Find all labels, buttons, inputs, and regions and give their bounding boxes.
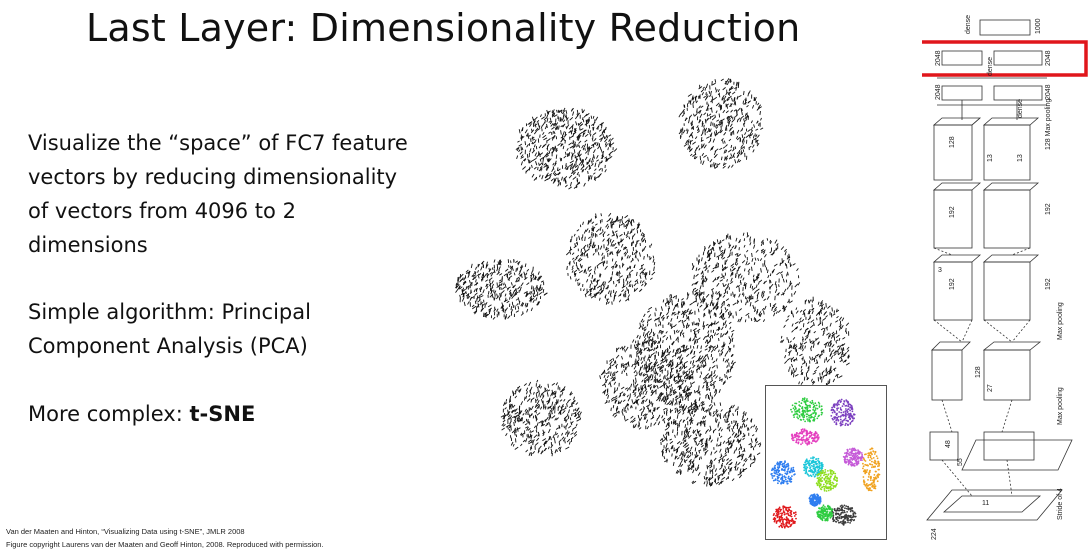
label-max-pool-2: Max pooling — [1057, 302, 1064, 340]
label-3: 3 — [938, 267, 942, 274]
dense-2048-box-low-right — [994, 86, 1042, 100]
label-48: 48 — [945, 440, 952, 448]
label-192-c: 192 — [949, 278, 956, 290]
label-55: 55 — [957, 458, 964, 466]
label-2048-a: 2048 — [935, 50, 942, 66]
label-11: 11 — [982, 500, 990, 507]
citation-paper: Van der Maaten and Hinton, “Visualizing Data using t-SNE”, JMLR 2008 — [6, 527, 245, 536]
fc7-highlight-box — [922, 42, 1086, 75]
label-dense-mid: dense — [987, 56, 994, 76]
dense-2048-box-right — [994, 51, 1042, 65]
label-128: 128 — [949, 136, 956, 148]
tsne-color-inset — [765, 385, 887, 540]
tsne-prefix: More complex: — [28, 402, 190, 426]
label-192-d: 192 — [1045, 278, 1052, 290]
label-192-a: 192 — [949, 206, 956, 218]
dense-1000-box — [980, 20, 1030, 35]
paragraph-tsne — [28, 397, 255, 431]
label-max-pool-1: 128 Max pooling — [1045, 98, 1052, 150]
label-max-pool-3: Max pooling — [1057, 387, 1064, 425]
dense-2048-box-low-left — [942, 86, 982, 100]
label-13-a: 13 — [987, 154, 994, 162]
label-dense-top: dense — [965, 14, 972, 34]
citation-copyright: Figure copyright Laurens van der Maaten and Geoff Hinton, 2008. Reproduced with permission. — [6, 540, 324, 549]
label-2048-c: 2048 — [935, 84, 942, 100]
label-192-b: 192 — [1045, 203, 1052, 215]
paragraph-pca: Simple algorithm: Principal Component Analysis (PCA) — [28, 300, 311, 358]
label-2048-b: 2048 — [1045, 50, 1052, 66]
label-2048-d: 2048 — [1045, 84, 1052, 100]
alexnet-diagram — [922, 0, 1089, 555]
label-13-b: 13 — [1017, 154, 1024, 162]
label-1000: 1000 — [1035, 18, 1042, 34]
dense-2048-box-left — [942, 51, 982, 65]
label-224: 224 — [931, 528, 938, 540]
tsne-bold: t-SNE — [189, 402, 256, 426]
label-128-b: 128 — [975, 366, 982, 378]
label-stride: Stride of 4 — [1057, 488, 1064, 520]
paragraph-visualize: Visualize the “space” of FC7 feature vectors by reducing dimensionality of vectors from 4096 to 2 dimensions — [28, 131, 408, 257]
label-dense-low: dense — [1017, 98, 1024, 118]
slide-title: Last Layer: Dimensionality Reduction — [86, 6, 801, 50]
label-27: 27 — [987, 384, 994, 392]
